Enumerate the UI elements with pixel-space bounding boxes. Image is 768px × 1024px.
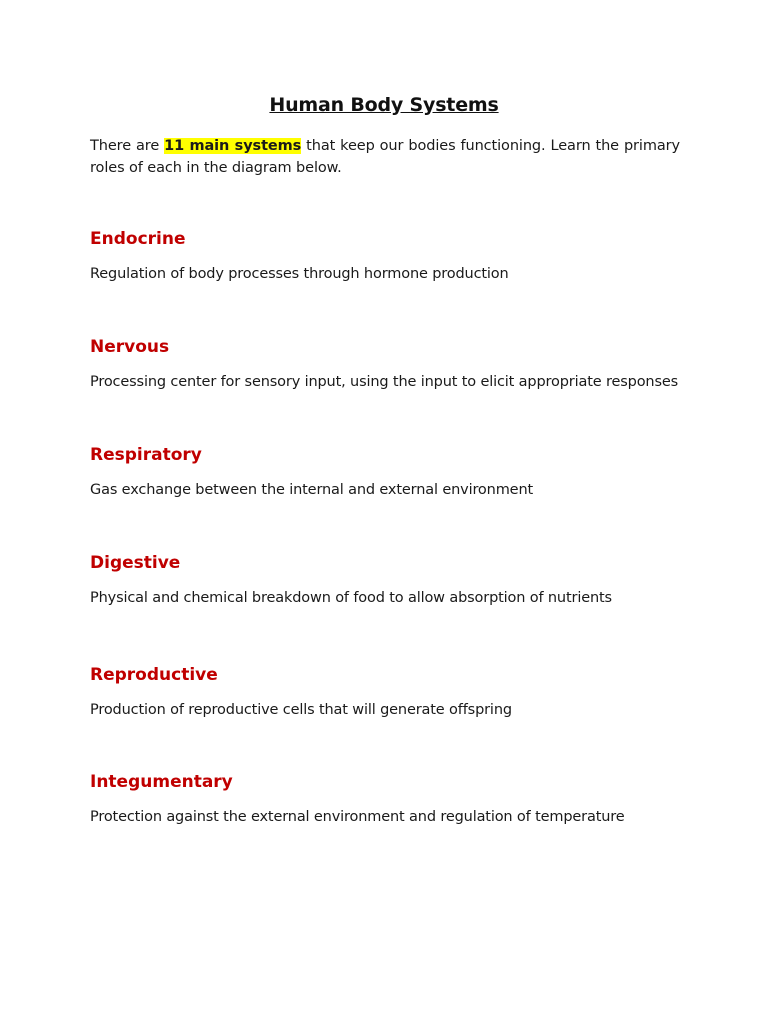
section-nervous [90,336,690,390]
section-heading: Endocrine [90,229,186,249]
section-description: Regulation of body processes through hormone production [90,266,509,282]
section-description: Physical and chemical breakdown of food to allow absorption of nutrients [90,590,612,606]
section-digestive [90,552,690,606]
intro-highlight: 11 main systems [164,138,302,154]
section-description: Production of reproductive cells that will generate offspring [90,702,512,718]
intro-paragraph [90,135,680,179]
section-endocrine [90,228,690,282]
intro-text-after: that keep our bodies functioning. Learn the primary roles of each in the diagram below. [90,138,681,176]
page-title: Human Body Systems [269,94,499,116]
intro-text-before: There are [90,138,165,154]
section-heading: Integumentary [90,772,233,792]
section-heading: Reproductive [90,665,218,685]
section-heading: Digestive [90,553,181,573]
section-respiratory [90,444,690,498]
section-description: Protection against the external environment and regulation of temperature [90,809,625,825]
section-heading: Respiratory [90,445,202,465]
section-integumentary [90,771,690,825]
section-heading: Nervous [90,337,170,357]
section-reproductive [90,664,690,718]
section-description: Gas exchange between the internal and external environment [90,482,534,498]
section-description: Processing center for sensory input, using the input to elicit appropriate responses [90,374,679,390]
